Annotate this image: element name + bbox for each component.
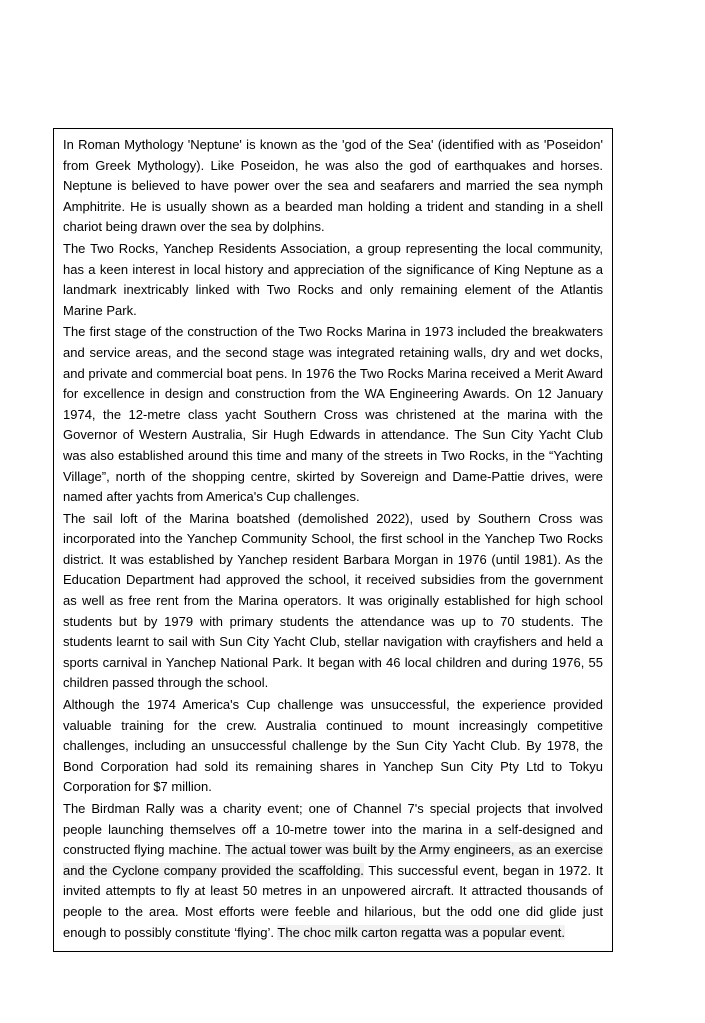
paragraph-americas-cup-challenge: Although the 1974 America's Cup challenge was unsuccessful, the experience provided valuable training for the crew. Australia continued to mount increasingly competitive challenges, including an unsuccessful challenge by the Sun City Yacht Club. By 1978, the Bond Corporation had sold its remaining shares in Yanchep Sun City Pty Ltd to Tokyu Corporation for $7 million. (63, 697, 603, 795)
paragraph-neptune-mythology: In Roman Mythology 'Neptune' is known as the 'god of the Sea' (identified with as 'Poseidon' from Greek Mythology). Like Poseidon, he was also the god of earthquakes and horses. Neptune is believed to have power over the sea and seafarers and married the sea nymph Amphitrite. He is usually shown as a bearded man holding a trident and standing in a shell chariot being drawn over the sea by dolphins. (63, 137, 603, 235)
paragraph-marina-construction: The first stage of the construction of the Two Rocks Marina in 1973 included the breakwaters and service areas, and the second stage was integrated retaining walls, dry and wet docks, and private and commercial boat pens. In 1976 the Two Rocks Marina received a Merit Award for excellence in design and construction from the WA Engineering Awards. On 12 January 1974, the 12-metre class yacht Southern Cross was christened at the marina with the Governor of Western Australia, Sir Hugh Edwards in attendance. The Sun City Yacht Club was also established around this time and many of the streets in Two Rocks, in the “Yachting Village”, north of the shopping centre, skirted by Sovereign and Dame-Pattie drives, were named after yachts from America's Cup challenges. (63, 324, 603, 505)
birdman-segment-event-details: This successful event, began in 1972. It invited attempts to fly at least 50 metres in an unpowered aircraft. It attracted thousands of people to the area. Most efforts were feeble and hilarious, but the odd one did glide just enough to possibly constitute ‘flying’. (63, 862, 604, 940)
paragraph-residents-association: The Two Rocks, Yanchep Residents Association, a group representing the local community, has a keen interest in local history and appreciation of the significance of King Neptune as a landmark inextricably linked with Two Rocks and only remaining element of the Atlantis Marine Park. (63, 240, 603, 318)
bordered-text-frame (53, 128, 613, 952)
paragraph-sail-loft-school: The sail loft of the Marina boatshed (demolished 2022), used by Southern Cross was incorporated into the Yanchep Community School, the first school in the Yanchep Two Rocks district. It was established by Yanchep resident Barbara Morgan in 1976 (until 1981). As the Education Department had approved the school, it received subsidies from the government as well as free rent from the Marina operators. It was originally established for high school students but by 1979 with primary students the attendance was up to 70 students. The students learnt to sail with Sun City Yacht Club, stellar navigation with crayfishers and held a sports carnival in Yanchep National Park. It began with 46 local children and during 1976, 55 children passed through the school. (63, 510, 603, 691)
birdman-segment-tower-highlight: The actual tower was built by the Army engineers, as an exercise and the Cyclone company provided the scaffolding. (63, 842, 604, 878)
birdman-segment-intro: The Birdman Rally was a charity event; one of Channel 7's special projects that involved people launching themselves off a 10-metre tower into the marina in a self-designed and constructed flying machine. (63, 801, 603, 858)
paragraph-birdman-rally (63, 799, 603, 943)
birdman-segment-regatta-highlight: The choc milk carton regatta was a popular event. (277, 924, 565, 940)
